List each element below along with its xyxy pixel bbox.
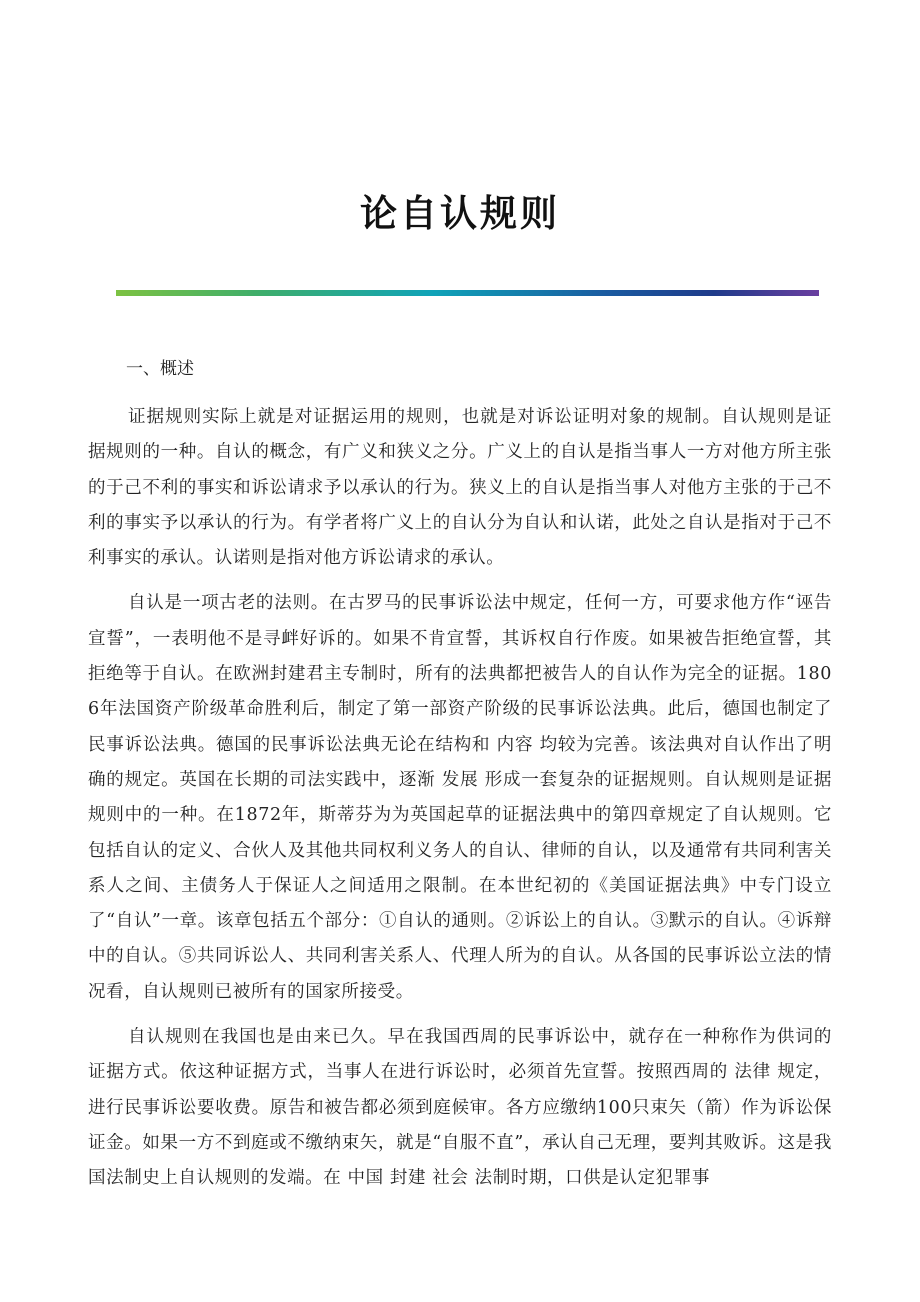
page-title: 论自认规则 [360,192,560,235]
title-divider [116,290,819,296]
paragraph: 自认是一项古老的法则。在古罗马的民事诉讼法中规定，任何一方，可要求他方作“诬告宣誓”，一表明他不是寻衅好诉的。如果不肯宣誓，其诉权自行作废。如果被告拒绝宣誓，其拒绝等于自认。在欧洲封建君主专制时，所有的法典都把被告人的自认作为完全的证据。1806年法国资产阶级革命胜利后，制定了第一部资产阶级的民事诉讼法典。此后，德国也制定了民事诉讼法典。德国的民事诉讼法典无论在结构和 内容 均较为完善。该法典对自认作出了明确的规定。英国在长期的司法实践中，逐渐 发展 形成一套复杂的证据规则。自认规则是证据规则中的一种。在1872年，斯蒂芬为为英国起草的证据法典中的第四章规定了自认规则。它包括自认的定义、合伙人及其他共同权利义务人的自认、律师的自认，以及通常有共同利害关系人之间、主债务人于保证人之间适用之限制。在本世纪初的《美国证据法典》中专门设立了“自认”一章。该章包括五个部分：①自认的通则。②诉讼上的自认。③默示的自认。④诉辩中的自认。⑤共同诉讼人、共同利害关系人、代理人所为的自认。从各国的民事诉讼立法的情况看，自认规则已被所有的国家所接受。 [88,593,832,1002]
paragraph: 自认规则在我国也是由来已久。早在我国西周的民事诉讼中，就存在一种称作为供词的证据方式。依这种证据方式，当事人在进行诉讼时，必须首先宣誓。按照西周的 法律 规定，进行民事诉讼要收费。原告和被告都必须到庭候审。各方应缴纳100只束矢（箭）作为诉讼保证金。如果一方不到庭或不缴纳束矢，就是“自服不直”，承认自己无理，要判其败诉。这是我国法制史上自认规则的发端。在 中国 封建 社会 法制时期，口供是认定犯罪事 [88,1027,832,1189]
document-body [88,352,832,1207]
section-heading: 一、概述 [126,359,194,379]
paragraph: 证据规则实际上就是对证据运用的规则，也就是对诉讼证明对象的规制。自认规则是证据规则的一种。自认的概念，有广义和狭义之分。广义上的自认是指当事人一方对他方所主张的于己不利的事实和诉讼请求予以承认的行为。狭义上的自认是指当事人对他方主张的于己不利的事实予以承认的行为。有学者将广义上的自认分为自认和认诺，此处之自认是指对于己不利事实的承认。认诺则是指对他方诉讼请求的承认。 [88,407,832,569]
